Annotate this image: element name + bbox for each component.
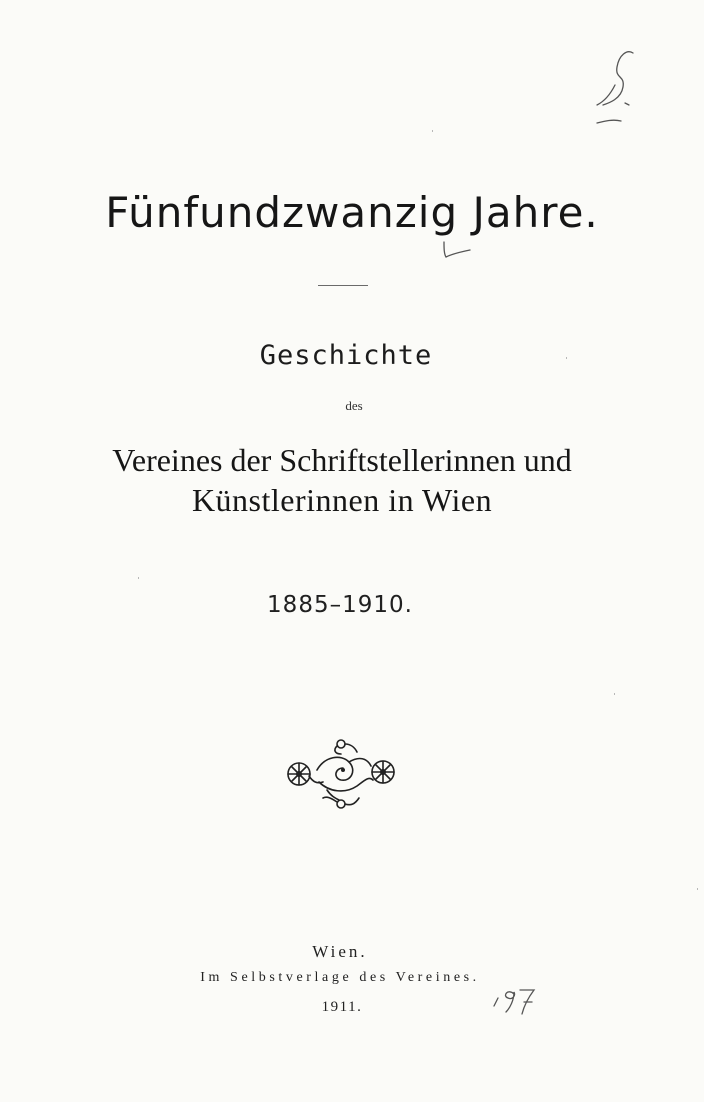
paper-speck xyxy=(697,888,698,890)
year-range: 1885–1910. xyxy=(267,592,413,618)
paper-speck xyxy=(566,357,567,359)
publication-year: 1911. xyxy=(321,999,363,1015)
paper-speck xyxy=(138,577,139,579)
handwritten-shelfmark-icon xyxy=(575,45,645,135)
paper-speck xyxy=(614,693,615,695)
publisher-line: Im Selbstverlage des Vereines. xyxy=(200,970,480,985)
floral-vignette-icon xyxy=(279,736,404,816)
connector-word: des xyxy=(345,398,363,413)
subtitle: Geschichte xyxy=(259,340,433,371)
handwritten-number-icon xyxy=(490,982,540,1016)
society-name-line-2: Künstlerinnen in Wien xyxy=(191,482,493,518)
pencil-tick-icon xyxy=(436,240,476,262)
publication-place: Wien. xyxy=(312,942,368,961)
title-divider xyxy=(318,285,368,286)
paper-speck xyxy=(432,130,433,132)
society-name-line-1: Vereines der Schriftstellerinnen und xyxy=(112,442,572,478)
page-title: Fünfundzwanzig Jahre. xyxy=(105,188,599,237)
